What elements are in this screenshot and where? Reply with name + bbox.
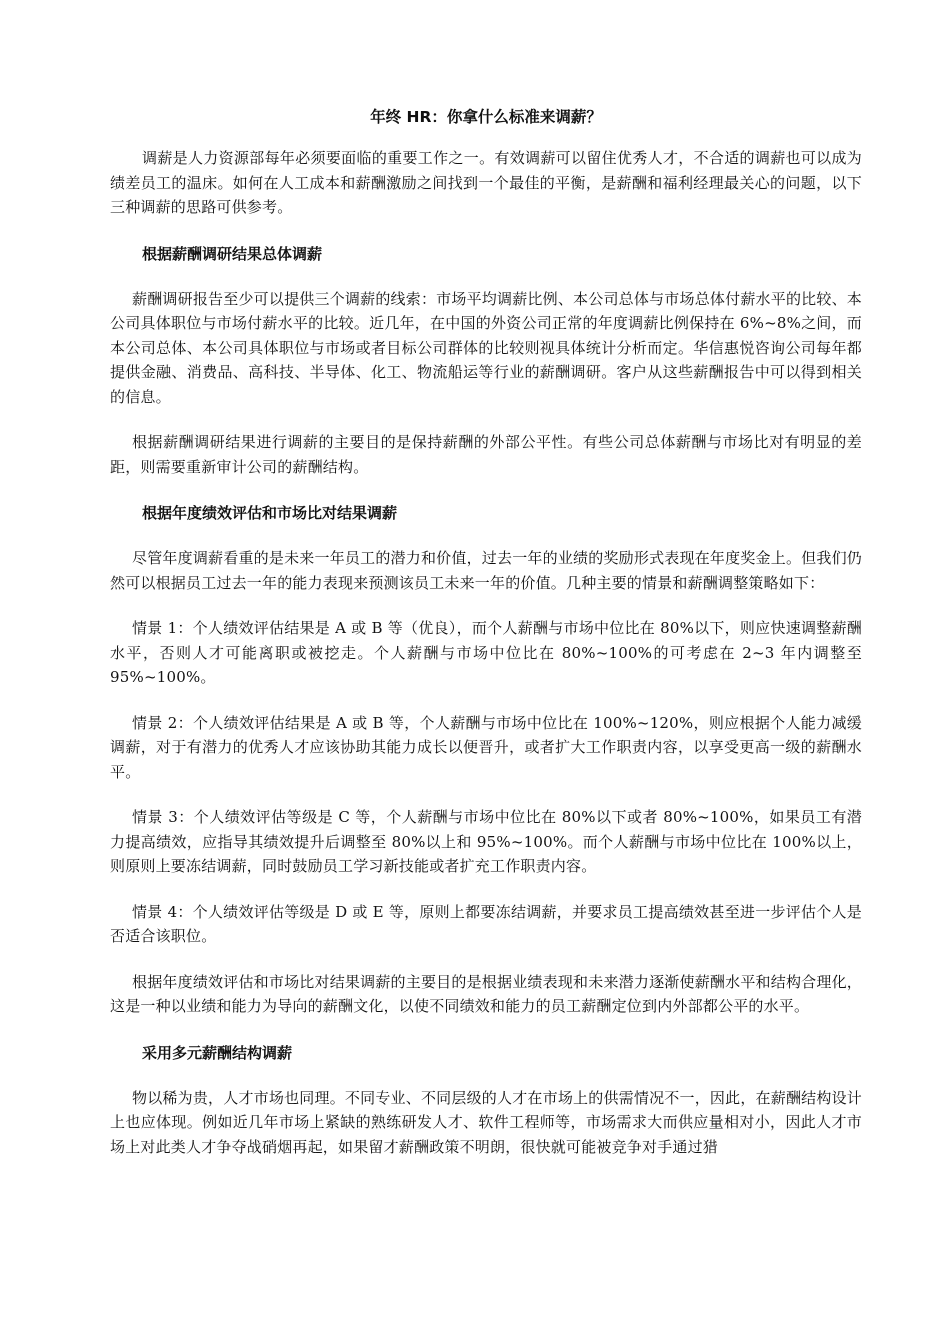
intro-paragraph: 调薪是人力资源部每年必须要面临的重要工作之一。有效调薪可以留住优秀人才，不合适的调薪也可以成为绩差员工的温床。如何在人工成本和薪酬激励之间找到一个最佳的平衡，是薪酬和福利经理最关心的问题，以下三种调薪的思路可供参考。 — [110, 149, 862, 216]
survey-paragraph-2: 根据薪酬调研结果进行调薪的主要目的是保持薪酬的外部公平性。有些公司总体薪酬与市场比对有明显的差距，则需要重新审计公司的薪酬结构。 — [110, 433, 862, 476]
section-heading-survey: 根据薪酬调研结果总体调薪 — [142, 244, 323, 263]
multi-structure-paragraph-1: 物以稀为贵，人才市场也同理。不同专业、不同层级的人才在市场上的供需情况不一，因此，在薪酬结构设计上也应体现。例如近几年市场上紧缺的熟练研发人才、软件工程师等，市场需求大而供应量相对小，因此人才市场上对此类人才争夺战硝烟再起，如果留才薪酬政策不明朗，很快就可能被竞争对手通过猎 — [110, 1088, 862, 1156]
document-page — [110, 104, 862, 1180]
section-heading-multi-structure: 采用多元薪酬结构调薪 — [142, 1043, 293, 1062]
document-title: 年终 HR：你拿什么标准来调薪？ — [370, 108, 602, 126]
scenario-4-paragraph: 情景 4：个人绩效评估等级是 D 或 E 等，原则上都要冻结调薪，并要求员工提高绩效甚至进一步评估个人是否适合该职位。 — [110, 902, 862, 945]
scenario-3-paragraph: 情景 3：个人绩效评估等级是 C 等，个人薪酬与市场中位比在 80%以下或者 80%~100%，如果员工有潜力提高绩效，应指导其绩效提升后调整至 80%以上和 95%~100%。而个人薪酬与市场中位比在 100%以上，则原则上要冻结调薪，同时鼓励员工学习新技能或者扩充工作职责内容。 — [110, 808, 862, 875]
performance-summary-paragraph: 根据年度绩效评估和市场比对结果调薪的主要目的是根据业绩表现和未来潜力逐渐使薪酬水平和结构合理化，这是一种以业绩和能力为导向的薪酬文化，以使不同绩效和能力的员工薪酬定位到内外部都公平的水平。 — [110, 972, 862, 1015]
scenario-2-paragraph: 情景 2：个人绩效评估结果是 A 或 B 等，个人薪酬与市场中位比在 100%~120%，则应根据个人能力减缓调薪，对于有潜力的优秀人才应该协助其能力成长以便晋升，或者扩大工作职责内容，以享受更高一级的薪酬水平。 — [110, 713, 862, 781]
scenario-1-paragraph: 情景 1：个人绩效评估结果是 A 或 B 等（优良），而个人薪酬与市场中位比在 80%以下，则应快速调整薪酬水平，否则人才可能离职或被挖走。个人薪酬与市场中位比在 80%~100%的可考虑在 2~3 年内调整至 95%~100%。 — [110, 619, 862, 686]
performance-paragraph-1: 尽管年度调薪看重的是未来一年员工的潜力和价值，过去一年的业绩的奖励形式表现在年度奖金上。但我们仍然可以根据员工过去一年的能力表现来预测该员工未来一年的价值。几种主要的情景和薪酬调整策略如下： — [110, 549, 862, 592]
survey-paragraph-1: 薪酬调研报告至少可以提供三个调薪的线索：市场平均调薪比例、本公司总体与市场总体付薪水平的比较、本公司具体职位与市场付薪水平的比较。近几年，在中国的外资公司正常的年度调薪比例保持在 6%~8%之间，而本公司总体、本公司具体职位与市场或者目标公司群体的比较则视具体统计分析而定。华信惠悦咨询公司每年都提供金融、消费品、高科技、半导体、化工、物流船运等行业的薪酬调研。客户从这些薪酬报告中可以得到相关的信息。 — [110, 289, 862, 406]
section-heading-performance: 根据年度绩效评估和市场比对结果调薪 — [142, 504, 398, 522]
